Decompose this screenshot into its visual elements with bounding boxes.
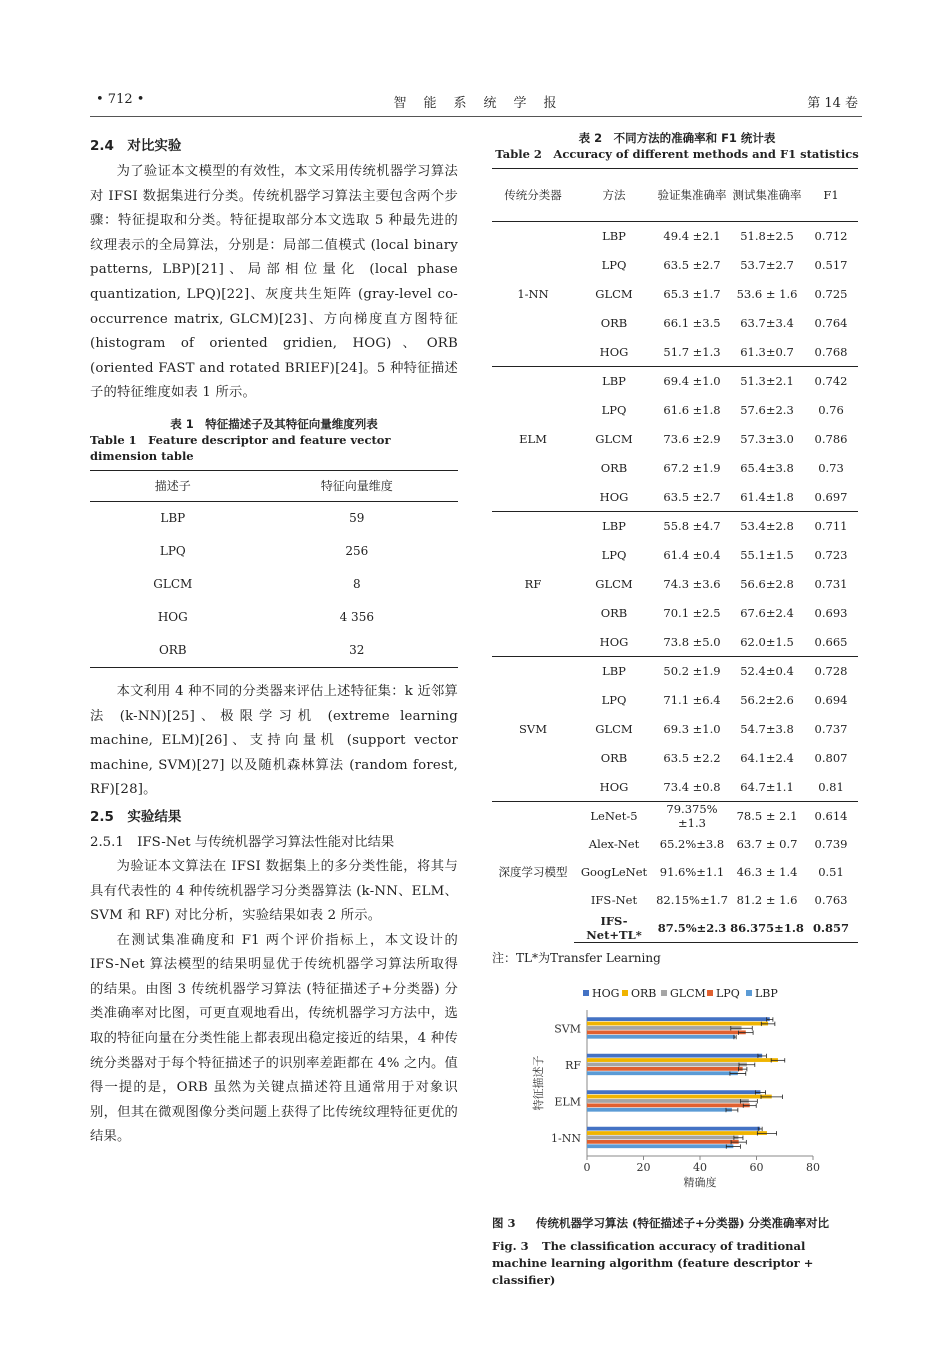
cell: 70.1 ±2.5: [663, 605, 721, 620]
cell: ORB: [600, 605, 628, 620]
category-label: SVM: [554, 1022, 581, 1036]
table2-note: 注：TL*为Transfer Learning: [492, 950, 661, 965]
x-tick-label: 60: [749, 1160, 764, 1174]
table2-header: F1: [804, 169, 858, 222]
table1: [90, 470, 458, 668]
figure-caption-text: The classification accuracy of traditional machine learning algorithm (feature descriptor + classifier): [492, 1238, 814, 1287]
cell: LBP: [574, 656, 654, 685]
cell: IFS-Net+TL*: [574, 914, 654, 943]
cell: 63.5 ±2.7: [663, 489, 721, 504]
category-label: RF: [565, 1058, 581, 1072]
cell: 0.742: [804, 366, 858, 395]
legend-label: HOG: [592, 986, 620, 1000]
cell: 0.51: [818, 864, 844, 879]
x-axis-label: 精确度: [683, 1175, 717, 1189]
cell: HOG: [599, 634, 629, 649]
group-cell: 深度学习模型: [492, 801, 574, 942]
cell: LeNet-5: [574, 801, 654, 830]
cell: GLCM: [595, 431, 633, 446]
table-row: [492, 656, 858, 685]
cell: 57.6±2.3: [740, 403, 794, 418]
cell: 69.4 ±1.0: [654, 366, 730, 395]
bar: [587, 1058, 778, 1062]
table1-caption: [90, 416, 458, 464]
figure3-chart: [492, 986, 862, 1201]
x-tick-label: 80: [806, 1160, 820, 1174]
cell: 54.7±3.8: [740, 721, 794, 736]
cell: 63.7±3.4: [740, 315, 794, 330]
cell: 57.3±3.0: [740, 431, 794, 446]
table2: [492, 168, 858, 943]
cell: 62.0±1.5: [740, 634, 794, 649]
table-row: [90, 501, 458, 535]
cell: 73.8 ±5.0: [663, 634, 721, 649]
cell: 73.6 ±2.9: [663, 431, 721, 446]
cell: 0.786: [814, 431, 848, 446]
cell: 67.6±2.4: [740, 605, 794, 620]
cell: GLCM: [595, 576, 633, 591]
cell: GoogLeNet: [580, 864, 648, 879]
cell: 59: [349, 511, 365, 526]
legend-label: GLCM: [670, 986, 706, 1000]
table2-header: 传统分类器: [492, 169, 574, 222]
bar: [587, 1099, 749, 1103]
bar: [587, 1135, 738, 1139]
cell: LBP: [160, 511, 186, 526]
cell: 61.4 ±0.4: [663, 548, 721, 563]
bar: [587, 1026, 742, 1030]
cell: 56.2±2.6: [740, 693, 794, 708]
group-cell: SVM: [492, 656, 574, 801]
cell: 65.4±3.8: [740, 460, 794, 475]
cell: 4 356: [339, 610, 374, 625]
bar: [587, 1030, 746, 1034]
cell: 53.6 ± 1.6: [736, 286, 798, 301]
cell: 0.857: [804, 914, 858, 943]
cell: 53.7±2.7: [740, 258, 794, 273]
table-row: [90, 568, 458, 601]
cell: ORB: [600, 315, 628, 330]
page-number: • 712 •: [96, 92, 145, 107]
figure3-caption-en: [492, 1238, 862, 1289]
figure-label: 图 3: [492, 1215, 516, 1230]
cell: ORB: [600, 750, 628, 765]
cell: 0.764: [814, 315, 848, 330]
bar: [587, 1144, 733, 1148]
cell: 61.3±0.7: [740, 344, 794, 359]
bar: [587, 1062, 747, 1066]
cell: 81.2 ± 1.6: [736, 892, 798, 907]
cell: 50.2 ±1.9: [654, 656, 730, 685]
paragraph-analysis: 在测试集准确度和 F1 两个评价指标上，本文设计的 IFS-Net 算法模型的结果明显优于传统机器学习算法所取得的结果。由图 3 传统机器学习算法 (特征描述子+分类器) 分类准确率对比图，可更直观地看出，传统机器学习方法中，选取的特征向量在分类性能上都表现出稳定接近的结果，4 种传统分类器对于每个特征描述子的识别率差距都在 4% 之内。值得一提的是，ORB 虽然为关键点描述符且通常用于对象识别，但其在微观图像分类问题上获得了比传统纹理特征更优的结果。: [90, 932, 458, 1145]
group-cell: 1-NN: [517, 286, 549, 301]
paragraph-intro: 为了验证本文模型的有效性，本文采用传统机器学习算法对 IFSI 数据集进行分类。传统机器学习算法主要包含两个步骤：特征提取和分类。特征提取部分本文选取 5 种最先进的纹理表示的全局算法，分别是：局部二值模式 (local binary patterns, LBP)[21]、局部相位量化 (local phase quantization, LPQ)[22]、灰度共生矩阵 (gray-level co-occurrence matrix, GLCM)[23]、方向梯度直方图特征 (histogram of oriented gridien, HOG)、ORB (oriented FAST and rotated BRIEF)[24]。5 种特征描述子的特征维度如表 1 所示。: [90, 164, 458, 401]
cell: 82.15%±1.7: [656, 892, 728, 907]
table2-header: 验证集准确率: [654, 169, 730, 222]
cell: 73.4 ±0.8: [663, 779, 721, 794]
cell: 55.1±1.5: [740, 548, 794, 563]
cell: 0.73: [818, 460, 844, 475]
journal-title: 智 能 系 统 学 报: [393, 96, 559, 111]
cell: 53.4±2.8: [730, 511, 804, 540]
legend-label: ORB: [631, 986, 657, 1000]
cell: 51.8±2.5: [740, 229, 794, 244]
category-label: ELM: [554, 1095, 581, 1109]
cell: 63.5 ±2.7: [663, 258, 721, 273]
cell: 256: [345, 544, 369, 559]
legend-label: LBP: [755, 986, 778, 1000]
cell: 0.81: [818, 779, 844, 794]
legend-swatch: [746, 990, 752, 996]
cell: 0.614: [804, 801, 858, 830]
paragraph-results: 为验证本文算法在 IFSI 数据集上的多分类性能，将其与具有代表性的 4 种传统机器学习分类器算法 (k-NN、ELM、SVM 和 RF) 对比分析，实验结果如表 2 所示。: [90, 858, 458, 924]
cell: 66.1 ±3.5: [663, 315, 721, 330]
bar: [587, 1131, 767, 1135]
x-tick-label: 0: [583, 1160, 591, 1174]
section-title-2-4: 2.4 对比实验: [90, 138, 182, 154]
bar-chart: [492, 986, 862, 1201]
x-tick-label: 40: [693, 1160, 707, 1174]
cell: LBP: [574, 366, 654, 395]
table1-header: 特征向量维度: [256, 470, 458, 501]
cell: LPQ: [601, 403, 627, 418]
section-title-2-5: 2.5 实验结果: [90, 808, 182, 825]
volume-label: 第 14 卷: [807, 96, 858, 111]
cell: GLCM: [153, 577, 193, 592]
cell: 61.6 ±1.8: [663, 403, 721, 418]
cell: ORB: [90, 634, 256, 668]
cell: 32: [256, 634, 458, 668]
cell: 0.737: [814, 721, 848, 736]
cell: 55.8 ±4.7: [654, 511, 730, 540]
cell: 0.728: [804, 656, 858, 685]
cell: 64.1±2.4: [740, 750, 794, 765]
cell: 0.697: [814, 489, 848, 504]
cell: 65.2%±3.8: [659, 836, 725, 851]
cell: HOG: [599, 489, 629, 504]
cell: LPQ: [601, 693, 627, 708]
cell: 0.76: [818, 403, 844, 418]
cell: 52.4±0.4: [730, 656, 804, 685]
cell: 78.5 ± 2.1: [730, 801, 804, 830]
cell: GLCM: [595, 721, 633, 736]
bar: [587, 1140, 739, 1144]
legend-swatch: [707, 990, 713, 996]
bar: [587, 1127, 760, 1131]
bar: [587, 1108, 732, 1112]
cell: 0.768: [814, 344, 848, 359]
table1-header: 描述子: [90, 470, 256, 501]
bar: [587, 1022, 768, 1026]
cell: 71.1 ±6.4: [663, 693, 721, 708]
cell: 69.3 ±1.0: [663, 721, 721, 736]
table1-caption-en: Table 1 Feature descriptor and feature vector dimension table: [90, 432, 391, 463]
cell: 65.3 ±1.7: [663, 286, 721, 301]
table2-caption-cn: 表 2 不同方法的准确率和 F1 统计表: [578, 131, 776, 145]
cell: GLCM: [595, 286, 633, 301]
page-header: [90, 88, 862, 117]
table-row: [90, 634, 458, 668]
bar: [587, 1054, 762, 1058]
table2-header: 方法: [574, 169, 654, 222]
cell: ORB: [600, 460, 628, 475]
table2-caption-en: Table 2 Accuracy of different methods and F1 statistics: [495, 147, 859, 161]
bar: [587, 1017, 770, 1021]
left-column: [90, 130, 458, 1150]
table-row: [90, 601, 458, 634]
cell: 0.807: [814, 750, 848, 765]
figure3-caption-cn: [492, 1215, 862, 1232]
cell: LBP: [574, 511, 654, 540]
cell: HOG: [599, 779, 629, 794]
subsection-title-2-5-1: 2.5.1 IFS-Net 与传统机器学习算法性能对比结果: [90, 834, 395, 850]
cell: 0.739: [814, 836, 848, 851]
bar: [587, 1103, 750, 1107]
figure-caption-text: 传统机器学习算法 (特征描述子+分类器) 分类准确率对比: [536, 1215, 830, 1230]
legend-swatch: [622, 990, 628, 996]
table2-header: 测试集准确率: [730, 169, 804, 222]
cell: LPQ: [601, 258, 627, 273]
bar: [587, 1095, 772, 1099]
cell: 46.3 ± 1.4: [736, 864, 798, 879]
cell: 0.517: [814, 258, 848, 273]
group-cell: RF: [492, 511, 574, 656]
legend-label: LPQ: [716, 986, 740, 1000]
cell: 0.731: [814, 576, 848, 591]
cell: 63.5 ±2.2: [663, 750, 721, 765]
cell: 0.763: [814, 892, 848, 907]
group-cell: ELM: [492, 366, 574, 511]
cell: 0.723: [814, 548, 848, 563]
figure-label: Fig. 3: [492, 1238, 529, 1253]
cell: LPQ: [601, 548, 627, 563]
legend-swatch: [583, 990, 589, 996]
right-column: [492, 130, 862, 1289]
cell: 51.3±2.1: [730, 366, 804, 395]
cell: Alex-Net: [588, 836, 640, 851]
bar: [587, 1071, 738, 1075]
bar: [587, 1067, 743, 1071]
cell: 49.4 ±2.1: [663, 229, 721, 244]
cell: 51.7 ±1.3: [663, 344, 721, 359]
cell: 0.712: [814, 229, 848, 244]
cell: 64.7±1.1: [740, 779, 794, 794]
cell: 0.711: [804, 511, 858, 540]
table1-caption-cn: 表 1 特征描述子及其特征向量维度列表: [170, 416, 378, 431]
cell: 74.3 ±3.6: [663, 576, 721, 591]
table-row: [492, 511, 858, 540]
y-axis-label: 特征描述子: [532, 1055, 545, 1111]
cell: 63.7 ± 0.7: [736, 836, 798, 851]
cell: LBP: [602, 229, 626, 244]
bar: [587, 1090, 760, 1094]
paragraph-classifiers: 本文利用 4 种不同的分类器来评估上述特征集：k 近邻算法 (k-NN)[25]、极限学习机 (extreme learning machine, ELM)[26]、支持向量机 (support vector machine, SVM)[27] 以及随机森林算法 (random forest, RF)[28]。: [90, 683, 458, 798]
cell: IFS-Net: [590, 892, 638, 907]
cell: 86.375±1.8: [730, 914, 804, 943]
cell: 87.5%±2.3: [654, 914, 730, 943]
cell: 91.6%±1.1: [659, 864, 725, 879]
x-tick-label: 20: [636, 1160, 651, 1174]
cell: 0.665: [814, 634, 848, 649]
cell: HOG: [599, 344, 629, 359]
cell: 0.725: [814, 286, 848, 301]
cell: HOG: [157, 610, 188, 625]
legend-swatch: [661, 990, 667, 996]
bar: [587, 1035, 735, 1039]
cell: LPQ: [159, 544, 186, 559]
cell: 67.2 ±1.9: [663, 460, 721, 475]
table-row: [492, 366, 858, 395]
table-row: [492, 222, 858, 251]
cell: 79.375%±1.3: [654, 801, 730, 830]
cell: 0.694: [814, 693, 848, 708]
cell: 0.693: [814, 605, 848, 620]
cell: 61.4±1.8: [740, 489, 794, 504]
cell: 56.6±2.8: [740, 576, 794, 591]
table-row: [90, 535, 458, 568]
cell: 8: [352, 577, 361, 592]
table-row: [492, 801, 858, 830]
category-label: 1-NN: [551, 1131, 581, 1145]
